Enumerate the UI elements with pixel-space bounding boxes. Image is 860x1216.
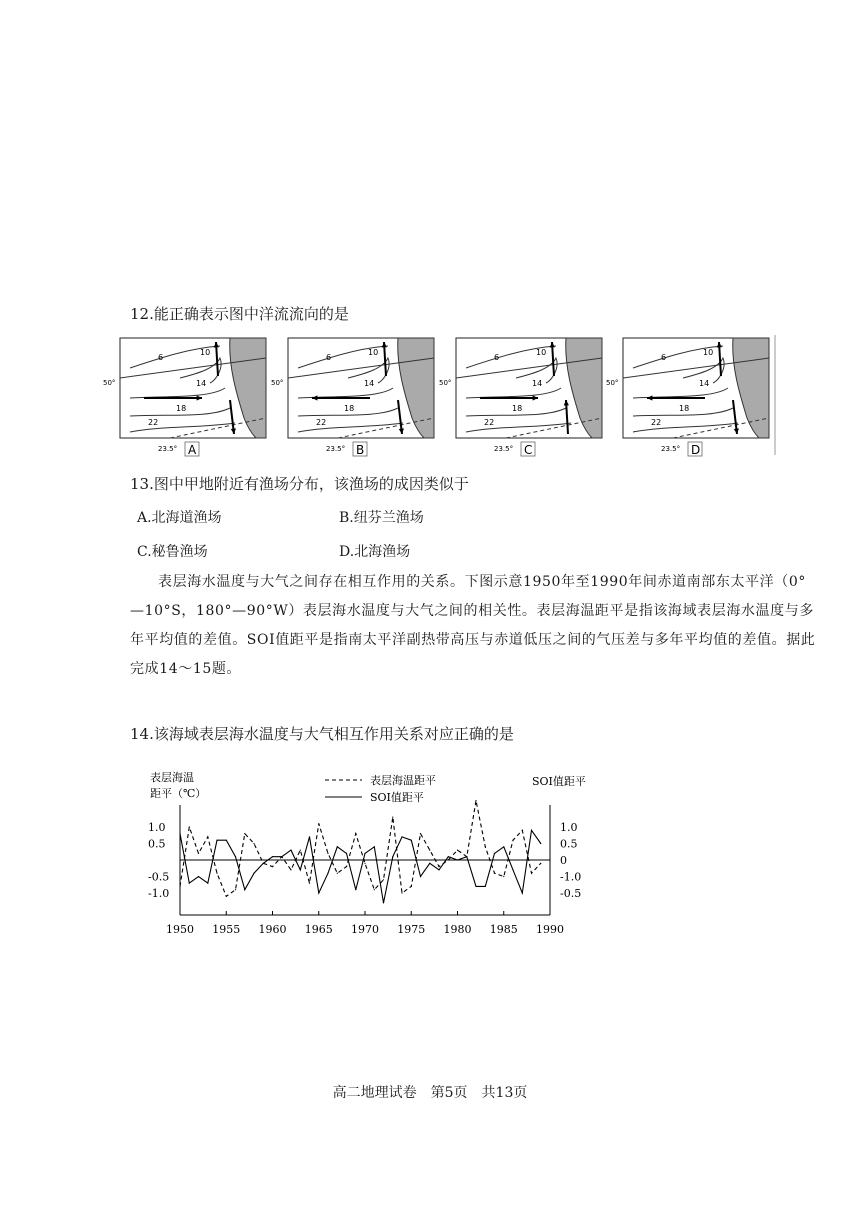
soi-data-point: [327, 873, 328, 874]
soi-data-point: [346, 853, 347, 854]
soi-data-point: [263, 863, 264, 864]
sst-data-point: [216, 873, 217, 874]
latitude-label-23: 23.5°: [326, 445, 346, 453]
x-tick-label: 1970: [351, 923, 379, 936]
sst-data-point: [364, 863, 365, 864]
soi-data-point: [383, 902, 384, 903]
soi-data-point: [466, 856, 467, 857]
sst-data-point: [309, 883, 310, 884]
sst-data-point: [346, 866, 347, 867]
sst-data-point: [253, 843, 254, 844]
isotherm-label-14: 14: [699, 379, 710, 388]
left-axis-label-2: 距平（℃）: [150, 787, 207, 800]
x-tick-label: 1965: [304, 923, 333, 936]
soi-data-point: [494, 853, 495, 854]
soi-data-point: [281, 856, 282, 857]
option-label-c: C: [524, 443, 533, 457]
sst-data-point: [337, 873, 338, 874]
page-footer: 高二地理试卷 第5页 共13页: [332, 1085, 528, 1101]
soi-data-point: [448, 856, 449, 857]
sst-data-point: [438, 866, 439, 867]
soi-data-point: [189, 883, 190, 884]
soi-data-point: [272, 856, 273, 857]
map-panel-d: [606, 338, 769, 457]
soi-data-point: [457, 859, 458, 860]
isotherm-label-22: 22: [651, 418, 662, 427]
isotherm-label-18: 18: [512, 404, 523, 413]
soi-data-point: [540, 843, 541, 844]
soi-data-point: [522, 892, 523, 893]
soi-data-point: [253, 873, 254, 874]
latitude-label-23: 23.5°: [661, 445, 681, 453]
soi-data-point: [337, 846, 338, 847]
option-label-b: B: [356, 443, 365, 457]
sst-data-point: [374, 889, 375, 890]
sst-data-point: [318, 823, 319, 824]
soi-data-point: [198, 876, 199, 877]
latitude-label-50: 50°: [271, 379, 284, 387]
latitude-label-23: 23.5°: [158, 445, 178, 453]
soi-data-point: [401, 836, 402, 837]
sst-data-point: [457, 850, 458, 851]
x-tick-label: 1955: [212, 923, 241, 936]
soi-data-point: [318, 892, 319, 893]
question-13: 13.图中甲地附近有渔场分布，该渔场的成因类似于: [130, 475, 469, 493]
latitude-label-50: 50°: [606, 379, 619, 387]
right-tick-label: 0.5: [560, 837, 578, 851]
isotherm-label-10: 10: [200, 348, 211, 357]
left-tick-label: -1.0: [148, 887, 170, 900]
sst-data-point: [401, 892, 402, 893]
ocean-current-maps: [100, 330, 780, 460]
right-axis-label: SOI值距平: [532, 775, 586, 788]
sst-data-point: [448, 859, 449, 860]
x-tick-label: 1985: [489, 923, 518, 936]
right-tick-label: -1.0: [560, 870, 582, 884]
isotherm-label-18: 18: [176, 404, 187, 413]
right-tick-label: -0.5: [560, 887, 582, 900]
x-tick-label: 1980: [443, 923, 472, 936]
legend-label-soi: SOI值距平: [370, 791, 424, 804]
x-tick-label: 1950: [166, 923, 194, 936]
left-tick-label: 1.0: [148, 821, 166, 834]
soi-data-point: [364, 853, 365, 854]
x-tick-label: 1960: [258, 923, 287, 936]
sst-data-point: [429, 850, 430, 851]
question-14: 14.该海域表层海水温度与大气相互作用关系对应正确的是: [130, 725, 514, 743]
isotherm-label-14: 14: [532, 379, 543, 388]
option-label-d: D: [691, 443, 701, 457]
soi-data-point: [531, 830, 532, 831]
soi-data-point: [503, 846, 504, 847]
soi-data-point: [420, 876, 421, 877]
map-panel-c: [439, 338, 602, 457]
soi-data-point: [235, 856, 236, 857]
option-b[interactable]: B.纽芬兰渔场: [339, 510, 424, 526]
isotherm-label-22: 22: [316, 418, 327, 427]
isotherm-label-14: 14: [364, 379, 375, 388]
isotherm-label-22: 22: [484, 418, 495, 427]
latitude-label-50: 50°: [103, 379, 116, 387]
soi-data-point: [485, 886, 486, 887]
sst-data-point: [383, 879, 384, 880]
soi-data-point: [429, 863, 430, 864]
sst-data-point: [327, 853, 328, 854]
x-tick-label: 1990: [536, 923, 564, 936]
map-panel-a: [103, 338, 266, 457]
x-tick-label: 1975: [397, 923, 426, 936]
soi-data-point: [244, 889, 245, 890]
soi-data-point: [392, 856, 393, 857]
option-d[interactable]: D.北海渔场: [339, 544, 411, 560]
right-tick-label: 1.0: [560, 821, 578, 834]
sst-data-point: [272, 866, 273, 867]
map-panel-b: [271, 338, 434, 457]
legend-label-sst: 表层海温距平: [370, 774, 436, 787]
sst-data-point: [503, 876, 504, 877]
soi-data-point: [374, 846, 375, 847]
isotherm-label-10: 10: [536, 348, 547, 357]
isotherm-label-10: 10: [368, 348, 379, 357]
sst-data-point: [207, 836, 208, 837]
sst-data-point: [531, 873, 532, 874]
left-tick-label: -0.5: [148, 870, 170, 884]
sst-data-point: [290, 869, 291, 870]
sst-data-point: [235, 889, 236, 890]
sst-data-point: [198, 853, 199, 854]
isotherm-label-18: 18: [679, 404, 690, 413]
sst-data-point: [475, 800, 476, 801]
sst-data-point: [540, 863, 541, 864]
sst-data-point: [179, 886, 180, 887]
option-label-a: A: [188, 443, 197, 457]
passage-text: 表层海水温度与大气之间存在相互作用的关系。下图示意1950年至1990年间赤道南部东太平洋（0°—10°S，180°—90°W）表层海水温度与大气之间的相关性。表层海温距平是指该海域表层海水温度与多年平均值的差值。SOI值距平是指南太平洋副热带高压与赤道低压之间的气压差与多年平均值的差值。据此完成14～15题。: [130, 574, 816, 677]
sst-data-point: [522, 830, 523, 831]
soi-data-point: [512, 869, 513, 870]
right-tick-label: 0: [560, 854, 567, 867]
soi-data-point: [475, 886, 476, 887]
option-c[interactable]: C.秘鲁渔场: [137, 544, 208, 560]
sst-data-point: [512, 840, 513, 841]
sst-data-point: [485, 846, 486, 847]
soi-data-point: [179, 833, 180, 834]
isotherm-label-6: 6: [158, 353, 164, 362]
soi-data-point: [290, 850, 291, 851]
question-12: 12.能正确表示图中洋流流向的是: [130, 305, 349, 323]
soi-data-point: [300, 869, 301, 870]
isotherm-label-6: 6: [326, 353, 332, 362]
sst-data-point: [189, 826, 190, 827]
soi-data-point: [309, 836, 310, 837]
isotherm-label-6: 6: [661, 353, 667, 362]
isotherm-label-10: 10: [703, 348, 714, 357]
sst-data-point: [300, 850, 301, 851]
soi-data-point: [438, 869, 439, 870]
soi-data-point: [226, 840, 227, 841]
sst-data-point: [411, 886, 412, 887]
soi-data-point: [216, 840, 217, 841]
isotherm-label-22: 22: [148, 418, 159, 427]
sst-data-point: [420, 833, 421, 834]
sst-data-point: [226, 896, 227, 897]
latitude-label-23: 23.5°: [494, 445, 514, 453]
left-axis-label-1: 表层海温: [150, 771, 194, 784]
sst-data-point: [494, 873, 495, 874]
sst-soi-chart: [130, 765, 610, 945]
latitude-label-50: 50°: [439, 379, 452, 387]
sst-data-point: [244, 833, 245, 834]
sst-data-point: [392, 817, 393, 818]
option-a[interactable]: A.北海道渔场: [137, 510, 222, 526]
isotherm-label-18: 18: [344, 404, 355, 413]
series-soi-line: [180, 830, 541, 903]
sst-data-point: [355, 833, 356, 834]
left-tick-label: 0.5: [148, 837, 166, 851]
isotherm-label-6: 6: [494, 353, 500, 362]
soi-data-point: [411, 840, 412, 841]
soi-data-point: [355, 889, 356, 890]
soi-data-point: [207, 883, 208, 884]
isotherm-label-14: 14: [196, 379, 207, 388]
